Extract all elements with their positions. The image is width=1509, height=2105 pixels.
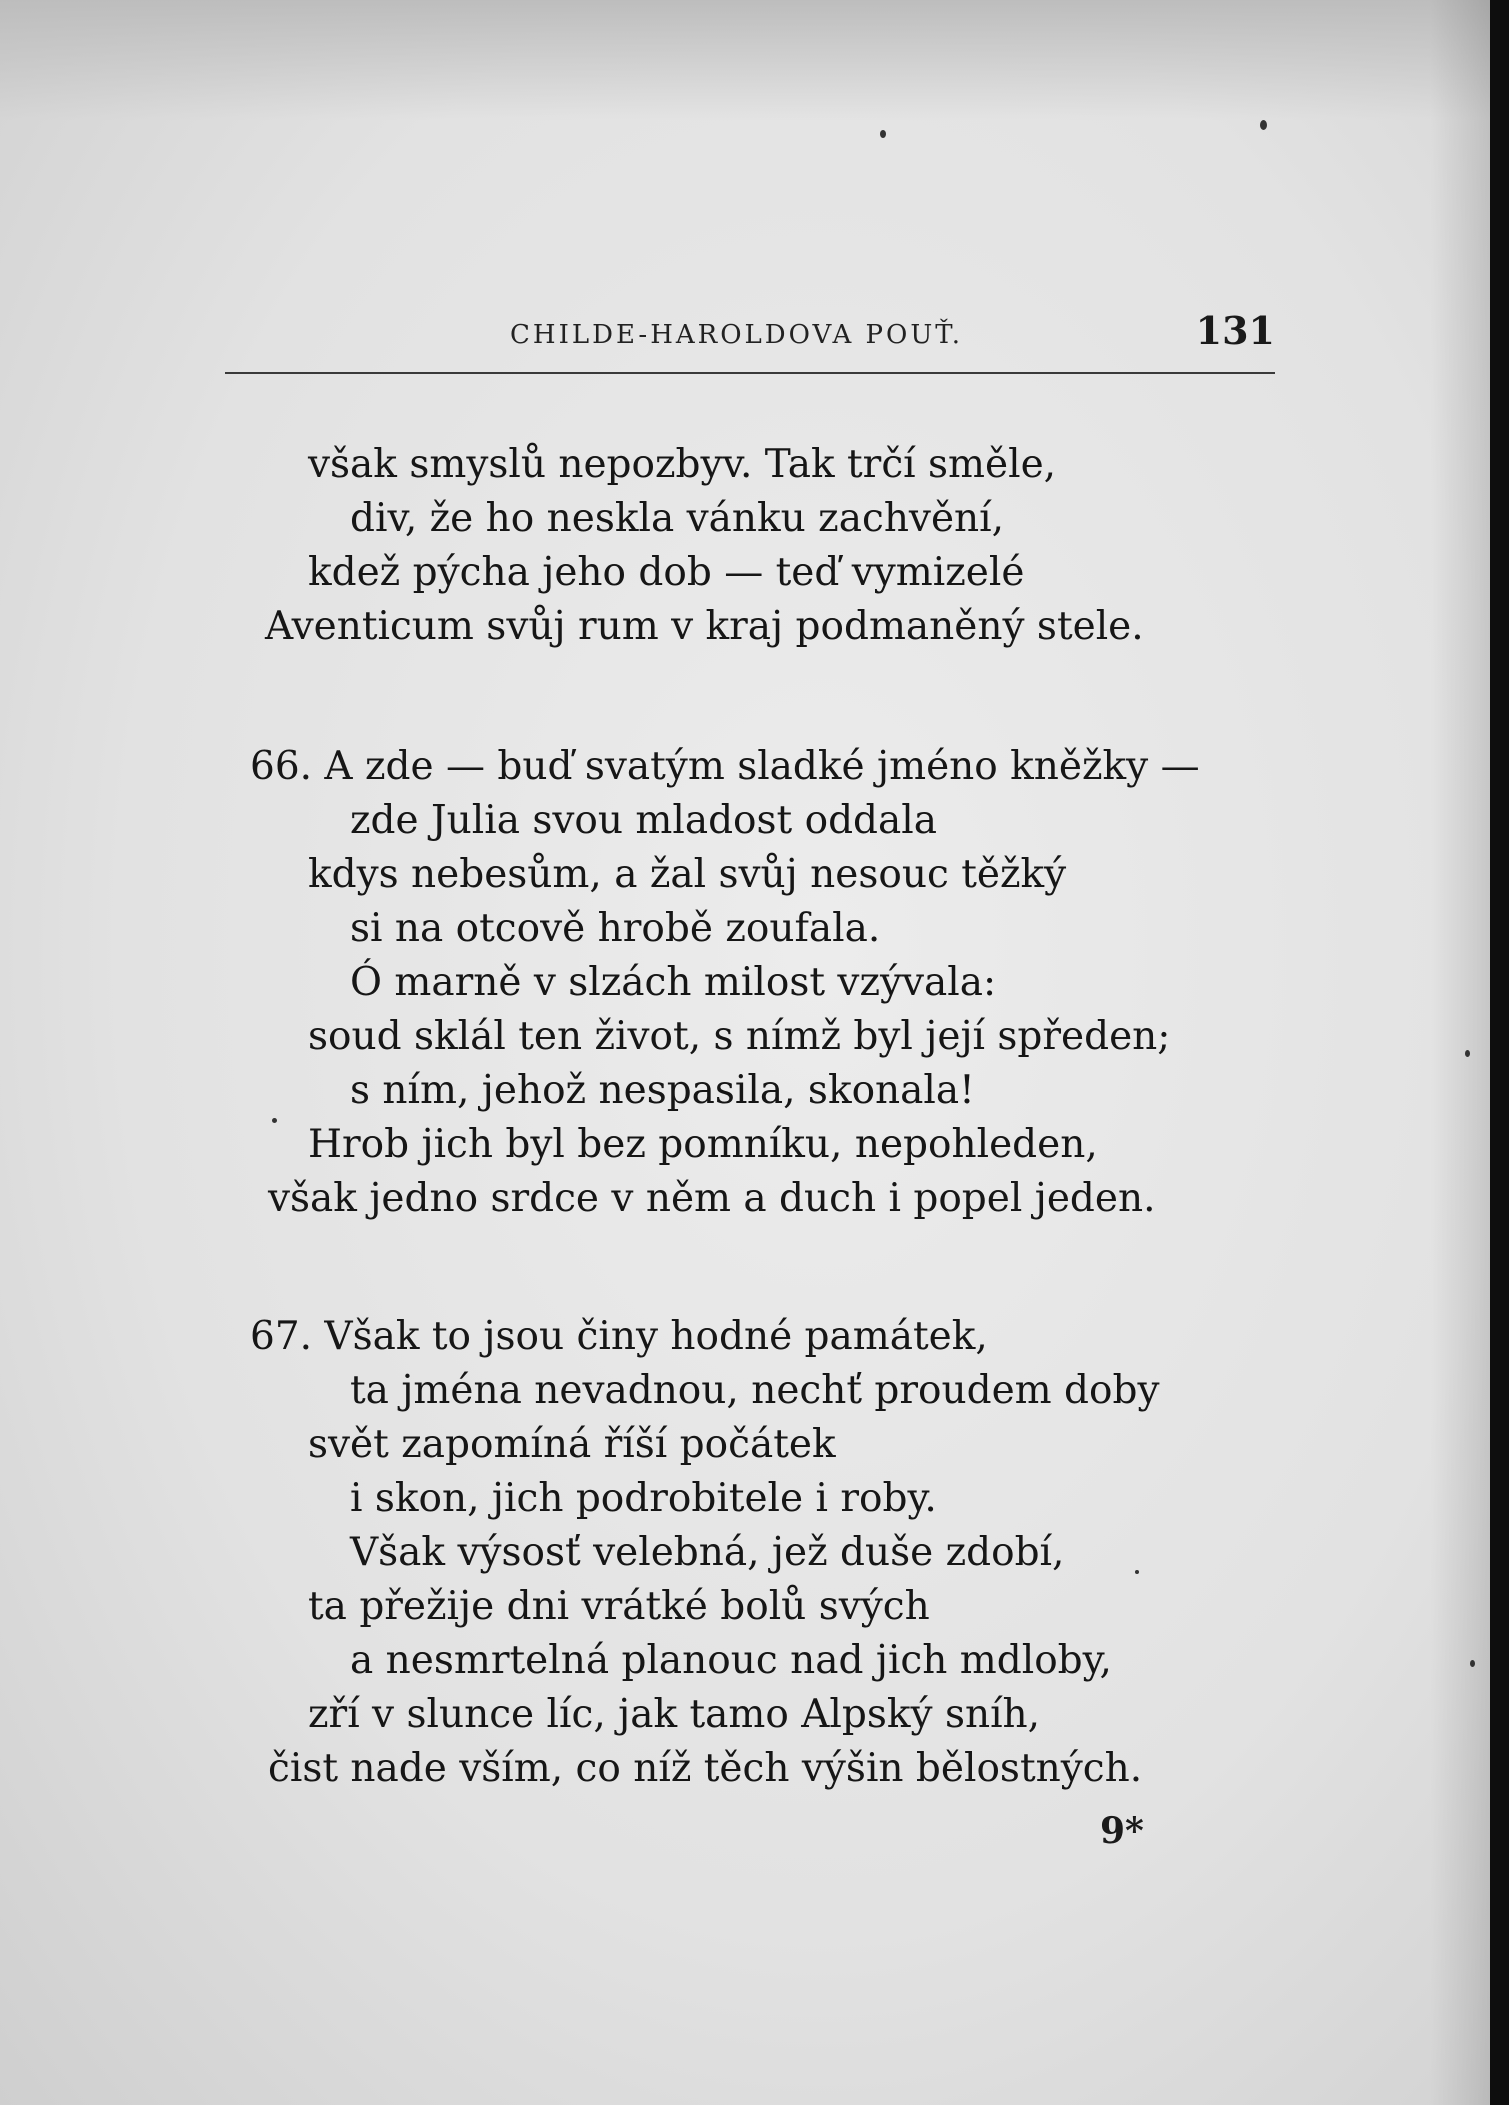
verse-line: Však výsosť velebná, jež duše zdobí, (350, 1530, 1065, 1575)
verse-line: soud sklál ten život, s nímž byl její spředen; (308, 1014, 1171, 1059)
verse-line: Aventicum svůj rum v kraj podmaněný stele. (265, 604, 1144, 649)
verse-line: si na otcově hrobě zoufala. (350, 906, 881, 951)
scan-speck (1465, 1050, 1470, 1057)
verse-line: kdež pýcha jeho dob — teď vymizelé (308, 550, 1025, 595)
verse-line: i skon, jich podrobitele i roby. (350, 1476, 937, 1521)
verse-line: ta jména nevadnou, nechť proudem doby (350, 1368, 1160, 1413)
scan-speck (1470, 1660, 1475, 1667)
verse-line: však smyslů nepozbyv. Tak trčí směle, (308, 442, 1057, 487)
running-header (225, 308, 1275, 374)
verse-line: kdys nebesům, a žal svůj nesouc těžký (308, 852, 1067, 897)
page-gutter-shadow (1430, 0, 1490, 2105)
verse-line: ta přežije dni vrátké bolů svých (308, 1584, 930, 1629)
verse-line: zde Julia svou mladost oddala (350, 798, 937, 843)
running-title: CHILDE-HAROLDOVA POUŤ. (510, 320, 964, 350)
scan-speck (1135, 1570, 1139, 1574)
verse-line: svět zapomíná říší počátek (308, 1422, 836, 1467)
verse-line: a nesmrtelná planouc nad jich mdloby, (350, 1638, 1112, 1683)
scan-speck (880, 130, 886, 138)
verse-line: s ním, jehož nespasila, skonala! (350, 1068, 975, 1113)
verse-line: Ó marně v slzách milost vzývala: (350, 960, 997, 1005)
verse-line: však jedno srdce v něm a duch i popel jeden. (268, 1176, 1156, 1221)
scan-speck (272, 1118, 277, 1123)
verse-line: Hrob jich byl bez pomníku, nepohleden, (308, 1122, 1098, 1167)
page-number: 131 (1195, 308, 1275, 353)
verse-line: 67. Však to jsou činy hodné památek, (250, 1314, 988, 1359)
verse-line: div, že ho neskla vánku zachvění, (350, 496, 1005, 541)
verse-line: 66. A zde — buď svatým sladké jméno kněžky — (250, 744, 1200, 789)
verse-line: zří v slunce líc, jak tamo Alpský sníh, (308, 1692, 1041, 1737)
scan-speck (1260, 120, 1267, 130)
signature-mark: 9* (1100, 1810, 1144, 1852)
verse-line: čist nade vším, co níž těch výšin bělostných. (268, 1746, 1143, 1791)
